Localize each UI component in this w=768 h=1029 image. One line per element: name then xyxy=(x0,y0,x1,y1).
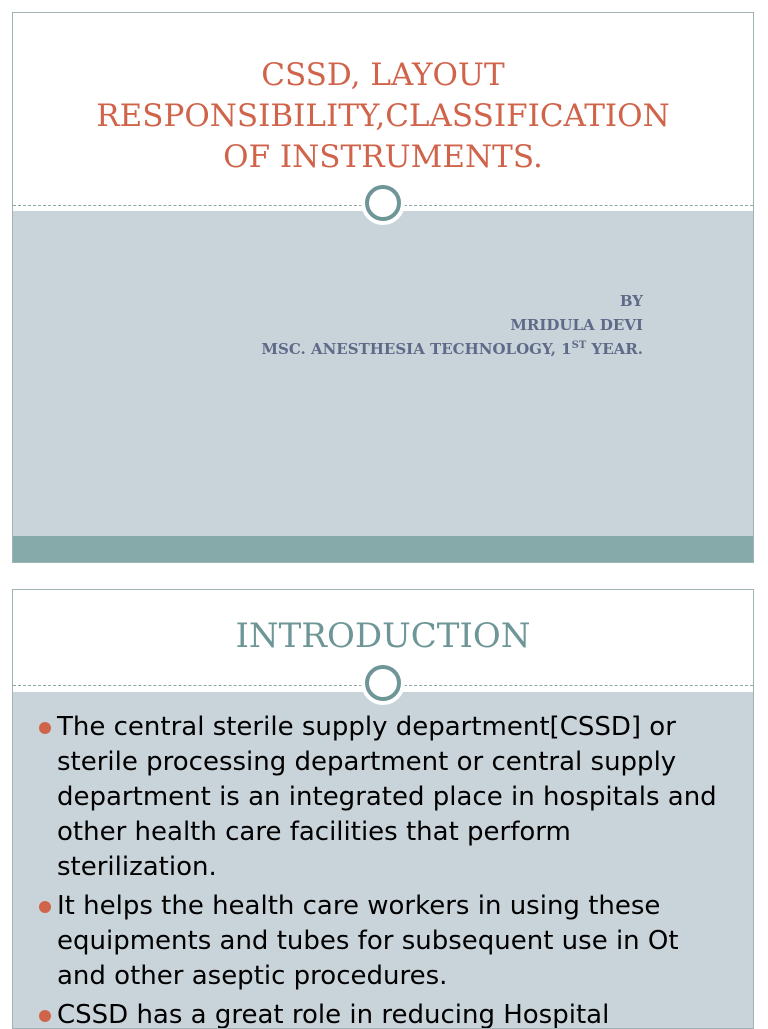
list-item xyxy=(37,710,733,885)
title-slide xyxy=(12,12,754,563)
slide-title-line-3: OF INSTRUMENTS. xyxy=(223,139,543,175)
slide-title-line-2: RESPONSIBILITY,CLASSIFICATION xyxy=(96,98,670,134)
author-byline xyxy=(261,289,643,361)
byline-course xyxy=(261,337,643,361)
bullet-text: It helps the health care workers in using these equipments and tubes for subsequent use in Ot and other aseptic procedures. xyxy=(57,891,679,991)
slide-title-line-1: CSSD, LAYOUT xyxy=(261,57,505,93)
introduction-slide xyxy=(12,589,754,1029)
byline-course-prefix: MSC. ANESTHESIA TECHNOLOGY, 1 xyxy=(261,340,572,358)
list-item xyxy=(37,889,733,994)
circle-ornament-icon xyxy=(365,185,401,221)
bullet-dot-icon xyxy=(39,722,51,734)
bullet-dot-icon xyxy=(39,1010,51,1022)
bullet-text: CSSD has a great role in reducing Hospital xyxy=(57,1000,610,1029)
bullet-dot-icon xyxy=(39,901,51,913)
slide-title xyxy=(43,55,723,178)
byline-author: MRIDULA DEVI xyxy=(510,316,643,334)
footer-band xyxy=(13,536,753,562)
bullet-text: The central sterile supply department[CSSD] or sterile processing department or central supply department is an integrated place in hospitals and other health care facilities that perform sterilization. xyxy=(57,712,717,882)
circle-ornament-icon xyxy=(365,665,401,701)
title-slide-body xyxy=(13,211,753,536)
byline-course-suffix: YEAR. xyxy=(586,340,643,358)
byline-course-superscript: ST xyxy=(571,340,587,351)
byline-by: BY xyxy=(619,292,643,310)
list-item xyxy=(37,998,733,1029)
title-slide-header xyxy=(13,13,753,205)
bullet-list xyxy=(37,710,733,1029)
slide-heading: INTRODUCTION xyxy=(235,616,531,656)
